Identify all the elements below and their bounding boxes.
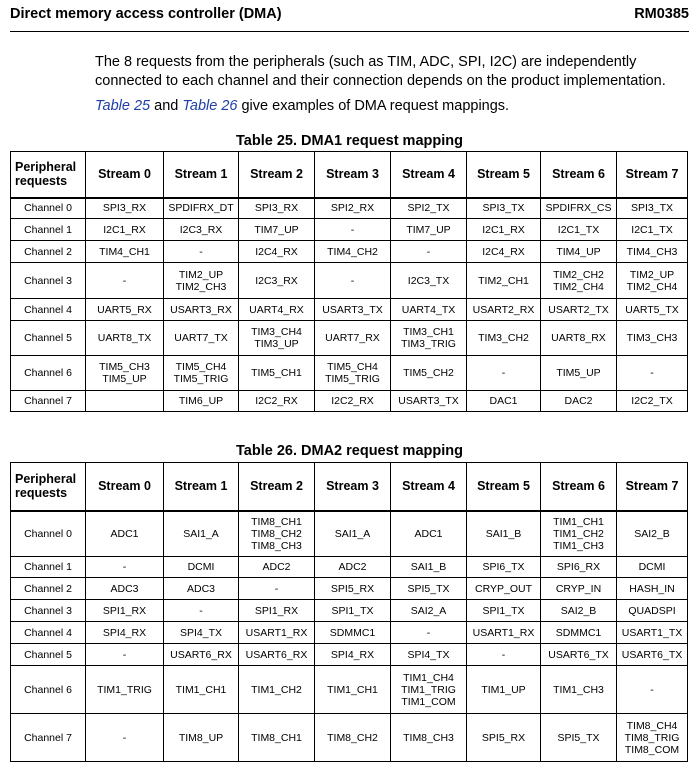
- request-cell: I2C4_RX: [239, 241, 315, 263]
- request-cell: SAI1_B: [467, 511, 541, 557]
- request-cell: TIM7_UP: [391, 219, 467, 241]
- request-cell: DAC1: [467, 391, 541, 412]
- request-cell: TIM8_CH4 TIM8_TRIG TIM8_COM: [617, 714, 688, 762]
- channel-label: Channel 3: [11, 600, 86, 622]
- request-cell: SPI3_RX: [239, 198, 315, 219]
- request-cell: ADC2: [239, 557, 315, 578]
- request-cell: TIM8_UP: [164, 714, 239, 762]
- request-cell: TIM8_CH1 TIM8_CH2 TIM8_CH3: [239, 511, 315, 557]
- request-cell: SPI2_RX: [315, 198, 391, 219]
- request-cell: USART6_TX: [617, 644, 688, 666]
- request-cell: TIM3_CH4 TIM3_UP: [239, 321, 315, 356]
- column-header-peripheral-requests: Peripheral requests: [11, 463, 86, 511]
- table-row: [11, 714, 688, 762]
- request-cell: SAI1_B: [391, 557, 467, 578]
- request-cell: USART6_TX: [541, 644, 617, 666]
- request-cell: SPI1_TX: [315, 600, 391, 622]
- column-header-stream-2: Stream 2: [239, 152, 315, 198]
- request-cell: SPI4_RX: [315, 644, 391, 666]
- request-cell: ADC1: [86, 511, 164, 557]
- request-cell: -: [86, 644, 164, 666]
- request-cell: TIM7_UP: [239, 219, 315, 241]
- request-cell: TIM1_CH1 TIM1_CH2 TIM1_CH3: [541, 511, 617, 557]
- request-cell: -: [164, 241, 239, 263]
- table-row: [11, 666, 688, 714]
- request-cell: SAI2_B: [617, 511, 688, 557]
- request-cell: QUADSPI: [617, 600, 688, 622]
- request-cell: TIM2_CH1: [467, 263, 541, 299]
- request-cell: TIM1_CH3: [541, 666, 617, 714]
- request-cell: SPI3_TX: [617, 198, 688, 219]
- request-cell: I2C2_RX: [239, 391, 315, 412]
- request-cell: -: [164, 600, 239, 622]
- request-cell: TIM4_UP: [541, 241, 617, 263]
- request-cell: -: [617, 666, 688, 714]
- request-cell: -: [86, 557, 164, 578]
- request-cell: I2C2_RX: [315, 391, 391, 412]
- channel-label: Channel 6: [11, 356, 86, 391]
- document-id: RM0385: [634, 6, 689, 22]
- request-cell: SPI5_RX: [467, 714, 541, 762]
- intro-paragraph: The 8 requests from the peripherals (such as TIM, ADC, SPI, I2C) are independently connected to each channel and their connection depends on the product implementation.: [95, 54, 666, 89]
- table-row: [11, 299, 688, 321]
- request-cell: -: [391, 241, 467, 263]
- table-row: [11, 219, 688, 241]
- request-cell: UART8_TX: [86, 321, 164, 356]
- request-cell: -: [315, 263, 391, 299]
- channel-label: Channel 7: [11, 391, 86, 412]
- request-cell: -: [239, 578, 315, 600]
- request-cell: UART7_TX: [164, 321, 239, 356]
- request-cell: SPI6_TX: [467, 557, 541, 578]
- column-header-stream-0: Stream 0: [86, 463, 164, 511]
- table-row: [11, 600, 688, 622]
- request-cell: SAI2_B: [541, 600, 617, 622]
- column-header-stream-1: Stream 1: [164, 463, 239, 511]
- request-cell: USART3_TX: [315, 299, 391, 321]
- request-cell: SDMMC1: [315, 622, 391, 644]
- column-header-stream-1: Stream 1: [164, 152, 239, 198]
- request-cell: SPI5_TX: [391, 578, 467, 600]
- request-cell: UART5_RX: [86, 299, 164, 321]
- dma2-request-mapping-table: [10, 462, 688, 762]
- request-cell: CRYP_IN: [541, 578, 617, 600]
- request-cell: I2C3_TX: [391, 263, 467, 299]
- request-cell: -: [617, 356, 688, 391]
- channel-label: Channel 2: [11, 241, 86, 263]
- request-cell: CRYP_OUT: [467, 578, 541, 600]
- paragraph-text: and: [150, 98, 183, 114]
- request-cell: SPI5_RX: [315, 578, 391, 600]
- request-cell: DCMI: [164, 557, 239, 578]
- request-cell: SPI6_RX: [541, 557, 617, 578]
- channel-label: Channel 7: [11, 714, 86, 762]
- request-cell: TIM8_CH1: [239, 714, 315, 762]
- request-cell: UART8_RX: [541, 321, 617, 356]
- request-cell: TIM1_CH4 TIM1_TRIG TIM1_COM: [391, 666, 467, 714]
- table-26-link[interactable]: Table 26: [182, 98, 238, 114]
- request-cell: -: [391, 622, 467, 644]
- column-header-peripheral-requests: Peripheral requests: [11, 152, 86, 198]
- request-cell: USART3_TX: [391, 391, 467, 412]
- request-cell: I2C1_RX: [86, 219, 164, 241]
- column-header-stream-5: Stream 5: [467, 463, 541, 511]
- table-row: [11, 198, 688, 219]
- column-header-stream-4: Stream 4: [391, 463, 467, 511]
- channel-label: Channel 0: [11, 198, 86, 219]
- section-title: Direct memory access controller (DMA): [10, 6, 282, 22]
- request-cell: USART6_RX: [239, 644, 315, 666]
- request-cell: TIM2_CH2 TIM2_CH4: [541, 263, 617, 299]
- table-reference-paragraph: [95, 97, 685, 116]
- table-row: [11, 557, 688, 578]
- column-header-stream-3: Stream 3: [315, 152, 391, 198]
- request-cell: SPI4_TX: [164, 622, 239, 644]
- table-header-row: [11, 463, 688, 511]
- dma1-request-mapping-table: [10, 151, 688, 412]
- request-cell: HASH_IN: [617, 578, 688, 600]
- request-cell: TIM1_CH1: [315, 666, 391, 714]
- request-cell: DAC2: [541, 391, 617, 412]
- request-cell: I2C4_RX: [467, 241, 541, 263]
- request-cell: TIM4_CH3: [617, 241, 688, 263]
- channel-label: Channel 2: [11, 578, 86, 600]
- request-cell: TIM5_CH4 TIM5_TRIG: [164, 356, 239, 391]
- table-caption: Table 26. DMA2 request mapping: [236, 443, 463, 459]
- request-cell: ADC3: [86, 578, 164, 600]
- channel-label: Channel 3: [11, 263, 86, 299]
- paragraph-text: give examples of DMA request mappings.: [237, 98, 510, 114]
- header-rule: [10, 31, 689, 32]
- request-cell: TIM6_UP: [164, 391, 239, 412]
- request-cell: SDMMC1: [541, 622, 617, 644]
- request-cell: SPI4_RX: [86, 622, 164, 644]
- request-cell: SPI4_TX: [391, 644, 467, 666]
- column-header-stream-4: Stream 4: [391, 152, 467, 198]
- table-row: [11, 511, 688, 557]
- request-cell: TIM1_UP: [467, 666, 541, 714]
- request-cell: TIM1_CH2: [239, 666, 315, 714]
- request-cell: USART1_RX: [239, 622, 315, 644]
- page-header: [10, 6, 689, 28]
- channel-label: Channel 4: [11, 299, 86, 321]
- request-cell: TIM3_CH3: [617, 321, 688, 356]
- channel-label: Channel 4: [11, 622, 86, 644]
- request-cell: TIM4_CH1: [86, 241, 164, 263]
- request-cell: SAI1_A: [315, 511, 391, 557]
- request-cell: -: [315, 219, 391, 241]
- request-cell: USART1_TX: [617, 622, 688, 644]
- request-cell: SPI3_TX: [467, 198, 541, 219]
- column-header-stream-2: Stream 2: [239, 463, 315, 511]
- request-cell: USART2_RX: [467, 299, 541, 321]
- table-row: [11, 356, 688, 391]
- request-cell: USART2_TX: [541, 299, 617, 321]
- column-header-stream-7: Stream 7: [617, 152, 688, 198]
- table-header-row: [11, 152, 688, 198]
- request-cell: ADC3: [164, 578, 239, 600]
- channel-label: Channel 5: [11, 321, 86, 356]
- column-header-stream-6: Stream 6: [541, 152, 617, 198]
- channel-label: Channel 1: [11, 219, 86, 241]
- request-cell: ADC1: [391, 511, 467, 557]
- request-cell: SPI2_TX: [391, 198, 467, 219]
- request-cell: SPI3_RX: [86, 198, 164, 219]
- table-caption: Table 25. DMA1 request mapping: [236, 133, 463, 149]
- request-cell: I2C1_RX: [467, 219, 541, 241]
- column-header-stream-6: Stream 6: [541, 463, 617, 511]
- request-cell: USART3_RX: [164, 299, 239, 321]
- request-cell: UART4_TX: [391, 299, 467, 321]
- request-cell: UART4_RX: [239, 299, 315, 321]
- request-cell: -: [86, 263, 164, 299]
- column-header-stream-7: Stream 7: [617, 463, 688, 511]
- request-cell: USART1_RX: [467, 622, 541, 644]
- channel-label: Channel 1: [11, 557, 86, 578]
- request-cell: TIM5_CH1: [239, 356, 315, 391]
- request-cell: SPI1_RX: [86, 600, 164, 622]
- request-cell: TIM1_CH1: [164, 666, 239, 714]
- channel-label: Channel 0: [11, 511, 86, 557]
- channel-label: Channel 5: [11, 644, 86, 666]
- table-row: [11, 578, 688, 600]
- request-cell: TIM5_CH2: [391, 356, 467, 391]
- column-header-stream-5: Stream 5: [467, 152, 541, 198]
- request-cell: USART6_RX: [164, 644, 239, 666]
- request-cell: TIM5_CH4 TIM5_TRIG: [315, 356, 391, 391]
- request-cell: I2C2_TX: [617, 391, 688, 412]
- request-cell: TIM3_CH2: [467, 321, 541, 356]
- request-cell: -: [467, 356, 541, 391]
- table-row: [11, 241, 688, 263]
- request-cell: SAI1_A: [164, 511, 239, 557]
- table-row: [11, 263, 688, 299]
- request-cell: TIM8_CH3: [391, 714, 467, 762]
- request-cell: SPI1_TX: [467, 600, 541, 622]
- request-cell: TIM5_UP: [541, 356, 617, 391]
- request-cell: SPDIFRX_CS: [541, 198, 617, 219]
- request-cell: TIM8_CH2: [315, 714, 391, 762]
- request-cell: SPDIFRX_DT: [164, 198, 239, 219]
- request-cell: I2C1_TX: [541, 219, 617, 241]
- table-row: [11, 321, 688, 356]
- table-row: [11, 391, 688, 412]
- request-cell: ADC2: [315, 557, 391, 578]
- table-row: [11, 644, 688, 666]
- request-cell: I2C1_TX: [617, 219, 688, 241]
- request-cell: TIM5_CH3 TIM5_UP: [86, 356, 164, 391]
- column-header-stream-3: Stream 3: [315, 463, 391, 511]
- request-cell: -: [467, 644, 541, 666]
- request-cell: SPI1_RX: [239, 600, 315, 622]
- table-25-link[interactable]: Table 25: [95, 98, 151, 114]
- request-cell: TIM4_CH2: [315, 241, 391, 263]
- table-row: [11, 622, 688, 644]
- request-cell: DCMI: [617, 557, 688, 578]
- request-cell: -: [86, 714, 164, 762]
- request-cell: TIM2_UP TIM2_CH3: [164, 263, 239, 299]
- request-cell: TIM2_UP TIM2_CH4: [617, 263, 688, 299]
- request-cell: TIM1_TRIG: [86, 666, 164, 714]
- request-cell: I2C3_RX: [164, 219, 239, 241]
- request-cell: [86, 391, 164, 412]
- request-cell: SAI2_A: [391, 600, 467, 622]
- request-cell: I2C3_RX: [239, 263, 315, 299]
- channel-label: Channel 6: [11, 666, 86, 714]
- request-cell: UART5_TX: [617, 299, 688, 321]
- column-header-stream-0: Stream 0: [86, 152, 164, 198]
- request-cell: SPI5_TX: [541, 714, 617, 762]
- request-cell: UART7_RX: [315, 321, 391, 356]
- request-cell: TIM3_CH1 TIM3_TRIG: [391, 321, 467, 356]
